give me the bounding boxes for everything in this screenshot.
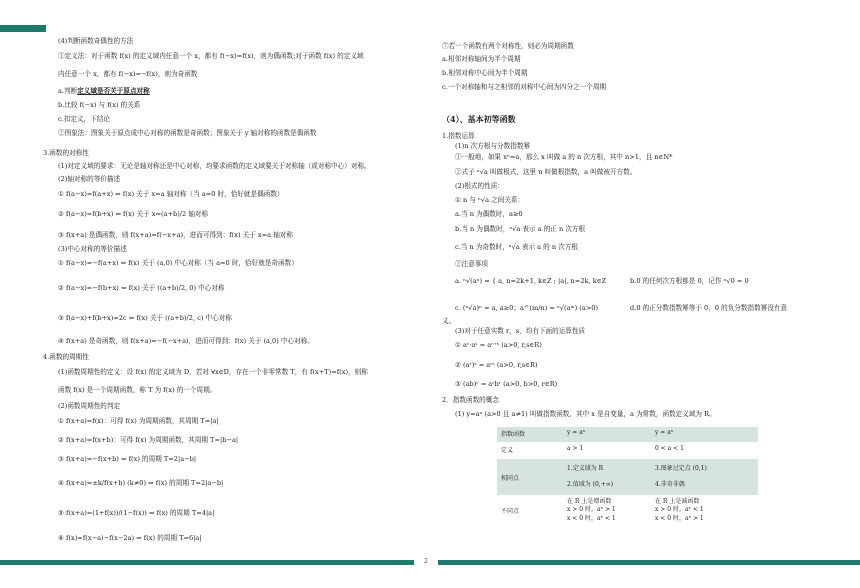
exponent-law-1: ① aʳ·aˢ = aʳ⁺ˢ (a>0, r,s∈R) bbox=[455, 341, 542, 349]
period-definition-2: 函数 f(x) 是一个周期函数，称 T 为 f(x) 的一个周期。 bbox=[58, 386, 217, 394]
table-cell-line: 1.定义域为 R bbox=[567, 465, 604, 472]
axis-symmetry-heading: (2)轴对称的等价描述 bbox=[58, 175, 121, 183]
odd-root: c.当 n 为奇数时，ⁿ√a 表示 a 的 n 次方根 bbox=[455, 243, 578, 251]
definition-method-line-2: 内任意一个 x，都有 f(−x)=−f(x)，则为奇函数 bbox=[58, 70, 198, 78]
rule-7a: a.相邻对称轴间为半个周期 bbox=[442, 55, 521, 63]
exponent-law-3: ③ (ab)ʳ = aʳbʳ (a>0, b>0, r∈R) bbox=[455, 380, 558, 388]
table-cell: y = aˣ bbox=[563, 427, 651, 443]
step-b: b.比较 f(−x) 与 f(x) 的关系 bbox=[58, 101, 141, 109]
exponent-law-2: ② (aʳ)ˢ = aʳˢ (a>0, r,s∈R) bbox=[455, 361, 538, 369]
period-rule-2: ② f(x+a)=f(x+b)：可得 f(x) 为周期函数，其周期 T=|b−a| bbox=[58, 436, 239, 444]
section-heading: （4）、基本初等函数 bbox=[442, 114, 516, 124]
table-cell-line: x > 0 时，aˣ < 1 bbox=[655, 506, 704, 514]
table-cell-line: x < 0 时，aˣ > 1 bbox=[655, 514, 704, 522]
table-cell-line: x > 0 时，aˣ > 1 bbox=[567, 506, 616, 514]
table-cell: 0 < a < 1 bbox=[651, 443, 758, 459]
table-cell: 指数函数 bbox=[497, 427, 563, 443]
table-cell: 相同点 bbox=[497, 459, 563, 496]
radical-definition: ②式子 ⁿ√a 叫做根式，这里 n 叫做根指数，a 叫做被开方数。 bbox=[455, 168, 637, 176]
note-b: b.0 的任何次方根都是 0，记作 ⁿ√0 = 0 bbox=[630, 277, 749, 285]
table-cell-line: 2.值域为 (0,+∞) bbox=[567, 481, 614, 489]
page-number: 2 bbox=[424, 558, 428, 565]
step-a bbox=[58, 88, 150, 95]
top-accent-bar bbox=[0, 25, 46, 32]
period-definition-1: (1)函数周期性的定义：设 f(x) 的定义域为 D，若对 ∀x∈D，存在一个非零常数 T，有 f(x+T)=f(x)，则称 bbox=[58, 368, 368, 376]
definition-method-line-1: ①定义法：对于函数 f(x) 的定义域内任意一个 x，都有 f(−x)=f(x)，则为偶函数;对于函数 f(x) 的定义域 bbox=[58, 52, 364, 60]
period-rule-5: ⑤ f(x+a)=(1+f(x))/(1−f(x)) ⇒ f(x) 的周期 T=4|a| bbox=[58, 509, 215, 517]
parity-heading: (4)判断函数奇偶性的方法 bbox=[58, 37, 134, 45]
period-heading: 4.函数的周期性 bbox=[43, 353, 89, 361]
table-cell: 定义 bbox=[497, 443, 563, 459]
symmetry-domain-requirement: (1)对定义域的要求：无论是轴对称还是中心对称，均要求函数的定义域要关于对称轴（或对称中心）对称。 bbox=[58, 162, 371, 170]
nth-root-heading: (1)n 次方根与分数指数幂 bbox=[455, 142, 531, 150]
center-symmetry-2: ② f(a−x)=−f(b+x) ⇔ f(x) 关于 ((a+b)/2, 0) 中心对称 bbox=[58, 284, 225, 292]
even-condition: a.当 n 为偶数时，a≥0 bbox=[455, 210, 523, 218]
table-row bbox=[497, 443, 758, 459]
nth-root-definition: ①一般地，如果 xⁿ=a，那么 x 叫做 a 的 n 次方根，其中 n>1，且 n∈N* bbox=[455, 153, 673, 161]
note-a: a. ⁿ√(aⁿ) = { a, n=2k+1, k∈Z ; |a|, n=2k, k∈Z bbox=[455, 277, 607, 285]
table-cell: 不同点 bbox=[497, 496, 563, 525]
period-rule-6: ⑥ f(x)=f(x−a)−f(x−2a) ⇒ f(x) 的周期 T=6|a| bbox=[58, 534, 202, 542]
note-d: d.0 的正分数指数幂等于 0，0 的负分数指数幂没有意 bbox=[630, 304, 788, 312]
table-row bbox=[497, 459, 758, 496]
period-judge-heading: (2)函数周期性的判定 bbox=[58, 402, 121, 410]
rule-7b: b.相邻对称中心间为半个周期 bbox=[442, 69, 528, 77]
period-rule-1: ① f(x+a)=f(x)：可得 f(x) 为周期函数，其周期 T=|a| bbox=[58, 417, 219, 425]
axis-symmetry-2: ② f(a−x)=f(b+x) ⇔ f(x) 关于 x=(a+b)/2 轴对称 bbox=[58, 210, 209, 218]
period-rule-3: ③ f(x+a)=−f(x+b) ⇒ f(x) 的周期 T=2|a−b| bbox=[58, 455, 197, 463]
even-root: b.当 n 为偶数时，ⁿ√a 表示 a 的正 n 次方根 bbox=[455, 225, 586, 233]
symmetry-heading: 3.函数的对称性 bbox=[43, 149, 89, 157]
step-c: c.扣定义，下结论 bbox=[58, 115, 110, 123]
table-cell bbox=[563, 459, 651, 496]
exp-function-heading: 2．指数函数的概念 bbox=[442, 396, 499, 404]
table-cell bbox=[651, 459, 758, 496]
table-cell-line: x < 0 时，aˣ < 1 bbox=[567, 514, 616, 522]
center-symmetry-4: ④ f(x+a) 是奇函数，则 f(x+a)=−f(−x+a)，进而可得到：f(x) 关于 (a,0) 中心对称。 bbox=[58, 337, 314, 345]
notes-heading: ②注意事项 bbox=[455, 260, 488, 268]
table-row bbox=[497, 496, 758, 525]
period-rule-4: ④ f(x+a)=±k/f(x+b) (k≠0) ⇒ f(x) 的周期 T=2|a−b| bbox=[58, 479, 224, 487]
root-relation: ① n 与 ⁿ√a 之间关系： bbox=[455, 196, 525, 204]
table-cell-line: 3.图象过定点 (0,1) bbox=[655, 465, 707, 472]
exp-operation-heading: 1.指数运算 bbox=[442, 132, 475, 140]
table-cell-line: 在 R 上是减函数 bbox=[655, 498, 700, 506]
center-symmetry-3: ③ f(a−x)+f(b+x)=2c ⇔ f(x) 关于 ((a+b)/2, c) 中心对称 bbox=[58, 314, 232, 322]
step-a-emphasis: 定义域是否关于原点对称 bbox=[77, 87, 150, 95]
exponential-function-table bbox=[497, 427, 758, 526]
axis-symmetry-3: ③ f(x+a) 是偶函数，则 f(x+a)=f(−x+a)，进而可得到：f(x) 关于 x=a 轴对称 bbox=[58, 231, 293, 239]
table-cell bbox=[651, 496, 758, 525]
note-c: c. (ⁿ√a)ⁿ = a, a≥0；a^(m/n) = ⁿ√(aᵐ) (a>0) bbox=[455, 304, 599, 312]
rule-7c: c.一个对称轴和与之相邻的对称中心间为四分之一个周期 bbox=[442, 83, 607, 91]
bottom-accent-bar-right bbox=[438, 560, 860, 565]
bottom-accent-bar-left bbox=[0, 560, 414, 565]
note-d-continued: 义。 bbox=[442, 317, 456, 325]
rule-7: ⑦若一个函数有两个对称性，则必为周期函数 bbox=[442, 42, 574, 50]
radical-properties-heading: (2)根式的性质： bbox=[455, 182, 504, 190]
exp-function-definition: (1) y=aˣ (a>0 且 a≠1) 叫做指数函数，其中 x 是自变量，a 为常数，函数定义域为 R。 bbox=[455, 410, 716, 418]
table-cell: y = aˣ bbox=[651, 427, 758, 443]
graph-method: ②图象法：图象关于原点成中心对称的函数是奇函数；图象关于 y 轴对称的函数是偶函数 bbox=[58, 129, 317, 137]
center-symmetry-heading: (3)中心对称的等价描述 bbox=[58, 245, 127, 253]
exponent-laws-heading: (3)对于任意实数 r，s，均有下面的运算性质 bbox=[455, 327, 586, 335]
table-header-row bbox=[497, 427, 758, 443]
table-cell: a > 1 bbox=[563, 443, 651, 459]
center-symmetry-1: ① f(a−x)=−f(a+x) ⇔ f(x) 关于 (a,0) 中心对称（当 a=0 时，恰好就是奇函数） bbox=[58, 259, 298, 267]
table-cell-line: 4.非奇非偶 bbox=[655, 481, 685, 489]
table-cell-line: 在 R 上是增函数 bbox=[567, 498, 612, 506]
table-cell bbox=[563, 496, 651, 525]
axis-symmetry-1: ① f(a−x)=f(a+x) ⇔ f(x) 关于 x=a 轴对称（当 a=0 时，恰好就是偶函数） bbox=[58, 190, 284, 198]
step-a-prefix: a.判断 bbox=[58, 87, 78, 95]
